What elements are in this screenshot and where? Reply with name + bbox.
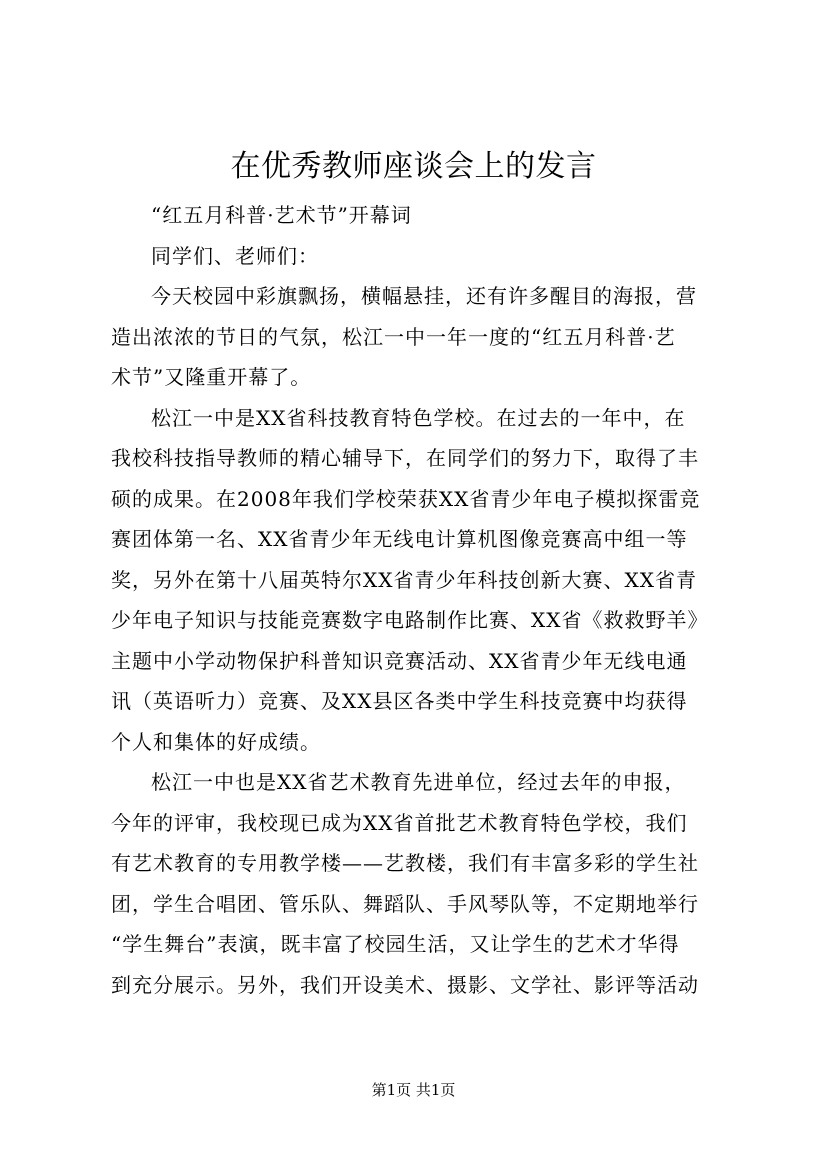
text-line: 奖，另外在第十八届英特尔XX省青少年科技创新大赛、XX省青: [111, 567, 697, 592]
paragraph-science: [111, 398, 723, 763]
paragraph-opening: [111, 276, 723, 398]
paragraph-arts: [111, 762, 723, 1005]
text-line: 造出浓浓的节日的气氛，松江一中一年一度的“红五月科普·艺: [111, 324, 676, 349]
text-line: 今年的评审，我校现已成为XX省首批艺术教育特色学校，我们: [111, 810, 688, 835]
text-line: 同学们、老师们：: [151, 243, 319, 268]
text-line: 术节”又隆重开幕了。: [111, 365, 312, 389]
paragraph-subtitle: [111, 195, 723, 236]
text-line: 松江一中是XX省科技教育特色学校。在过去的一年中，在: [151, 405, 686, 430]
text-line: 有艺术教育的专用教学楼——艺教楼，我们有丰富多彩的学生社: [111, 851, 699, 875]
document-title: 在优秀教师座谈会上的发言: [230, 149, 597, 184]
text-line: 主题中小学动物保护科普知识竞赛活动、XX省青少年无线电通: [111, 648, 688, 673]
text-line: 今天校园中彩旗飘扬，横幅悬挂，还有许多醒目的海报，营: [151, 284, 697, 308]
text-line: “学生舞台”表演，既丰富了校园生活，又让学生的艺术才华得: [111, 932, 680, 956]
text-line: 个人和集体的好成绩。: [111, 729, 321, 754]
text-line: 少年电子知识与技能竞赛数字电路制作比赛、XX省《救救野羊》: [111, 608, 709, 632]
text-line: “红五月科普·艺术节”开幕词: [151, 203, 412, 227]
text-line: 我校科技指导教师的精心辅导下，在同学们的努力下，取得了丰: [111, 446, 699, 470]
text-line: 松江一中也是XX省艺术教育先进单位，经过去年的申报，: [151, 770, 686, 794]
page-footer: 第1页 共1页: [371, 1081, 456, 1099]
text-line: 硕的成果。在2008年我们学校荣获XX省青少年电子模拟探雷竞: [111, 486, 701, 511]
text-line: 到充分展示。另外，我们开设美术、摄影、文学社、影评等活动: [111, 972, 699, 997]
text-line: 团，学生合唱团、管乐队、舞蹈队、手风琴队等，不定期地举行: [111, 891, 699, 916]
text-line: 讯（英语听力）竞赛、及XX县区各类中学生科技竞赛中均获得: [111, 689, 688, 713]
text-line: 赛团体第一名、XX省青少年无线电计算机图像竞赛高中组一等: [111, 527, 688, 551]
paragraph-greeting: [111, 236, 723, 277]
document-body: [111, 195, 723, 1005]
